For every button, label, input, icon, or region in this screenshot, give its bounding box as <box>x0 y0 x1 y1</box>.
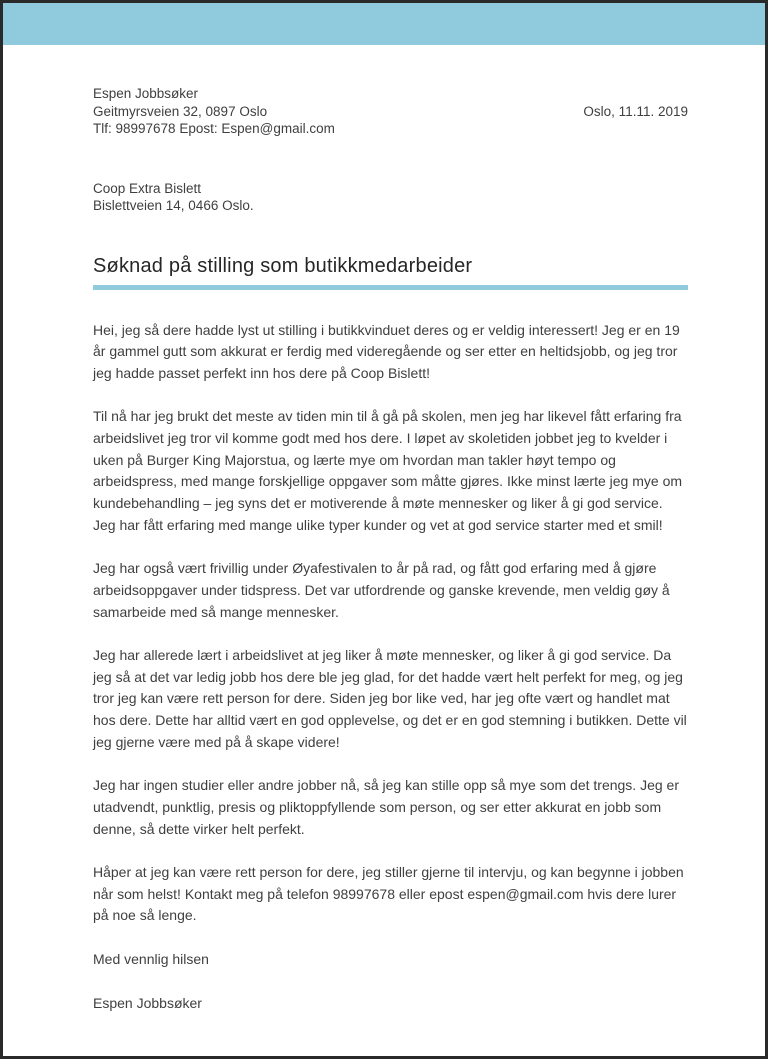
closing-block <box>93 949 688 1014</box>
sender-address: Geitmyrsveien 32, 0897 Oslo <box>93 103 268 119</box>
header-accent-bar <box>3 3 765 45</box>
body-paragraph-6: Håper at jeg kan være rett person for dere, jeg stiller gjerne til intervju, og kan begynne i jobben når som helst! Kontakt meg på telefon 98997678 eller epost espen@gmail.com hvis dere lurer på noe så lenge. <box>93 864 684 924</box>
body-paragraph-5: Jeg har ingen studier eller andre jobber nå, så jeg kan stille opp så mye som det trengs. Jeg er utadvendt, punktlig, presis og pliktoppfyllende som person, og ser etter akkurat en jobb som denne, så dette virker helt perfekt. <box>93 777 679 837</box>
letter-date: Oslo, 11.11. 2019 <box>583 103 688 119</box>
body-paragraph-4: Jeg har allerede lært i arbeidslivet at jeg liker å møte mennesker, og liker å gi god service. Da jeg så at det var ledig jobb hos dere ble jeg glad, for det hadde vært helt perfekt for meg, og jeg tror jeg kan være rett person for dere. Siden jeg bor like ved, har jeg ofte vært og handlet mat hos dere. Dette har alltid vært en god opplevelse, og det er en god stemning i butikken. Dette vil jeg gjerne være med på å skape videre! <box>93 647 687 750</box>
sender-name: Espen Jobbsøker <box>93 86 199 101</box>
sender-row <box>93 85 688 138</box>
recipient-name: Coop Extra Bislett <box>93 180 202 196</box>
closing-signature: Espen Jobbsøker <box>93 994 202 1011</box>
sender-block <box>93 85 335 138</box>
body-paragraph-2: Til nå har jeg brukt det meste av tiden min til å gå på skolen, men jeg har likevel fått erfaring fra arbeidslivet jeg tror vil komme godt med hos dere. I løpet av skoletiden jobbet jeg to kvelder i uken på Burger King Majorstua, og lærte mye om hvordan man takler høyt tempo og arbeidspress, med mange forskjellige oppgaver som måtte gjøres. Ikke minst lærte jeg mye om kundebehandling – jeg syns det er motiverende å møte mennesker og liker å gi god service. Jeg har fått erfaring med mange ulike typer kunder og vet at god service starter med et smil! <box>93 408 683 533</box>
body-paragraph-3: Jeg har også vært frivillig under Øyafestivalen to år på rad, og fått god erfaring med å gjøre arbeidsoppgaver under tidspress. Det var utfordrende og ganske krevende, men veldig gøy å samarbeide med så mange mennesker. <box>93 560 670 620</box>
closing-salutation: Med vennlig hilsen <box>93 951 209 968</box>
recipient-block <box>93 180 688 215</box>
sender-contact: Tlf: 98997678 Epost: Espen@gmail.com <box>93 121 335 136</box>
letter-title: Søknad på stilling som butikkmedarbeider <box>93 255 688 290</box>
recipient-address: Bislettveien 14, 0466 Oslo. <box>93 198 254 213</box>
body-paragraph-1: Hei, jeg så dere hadde lyst ut stilling i butikkvinduet deres og er veldig interessert! Jeg er en 19 år gammel gutt som akkurat er ferdig med videregående og ser etter en heltidsjobb, og jeg tror jeg hadde passet perfekt inn hos dere på Coop Bislett! <box>93 321 680 381</box>
letter-content <box>3 45 765 1014</box>
letter-body <box>93 320 688 928</box>
